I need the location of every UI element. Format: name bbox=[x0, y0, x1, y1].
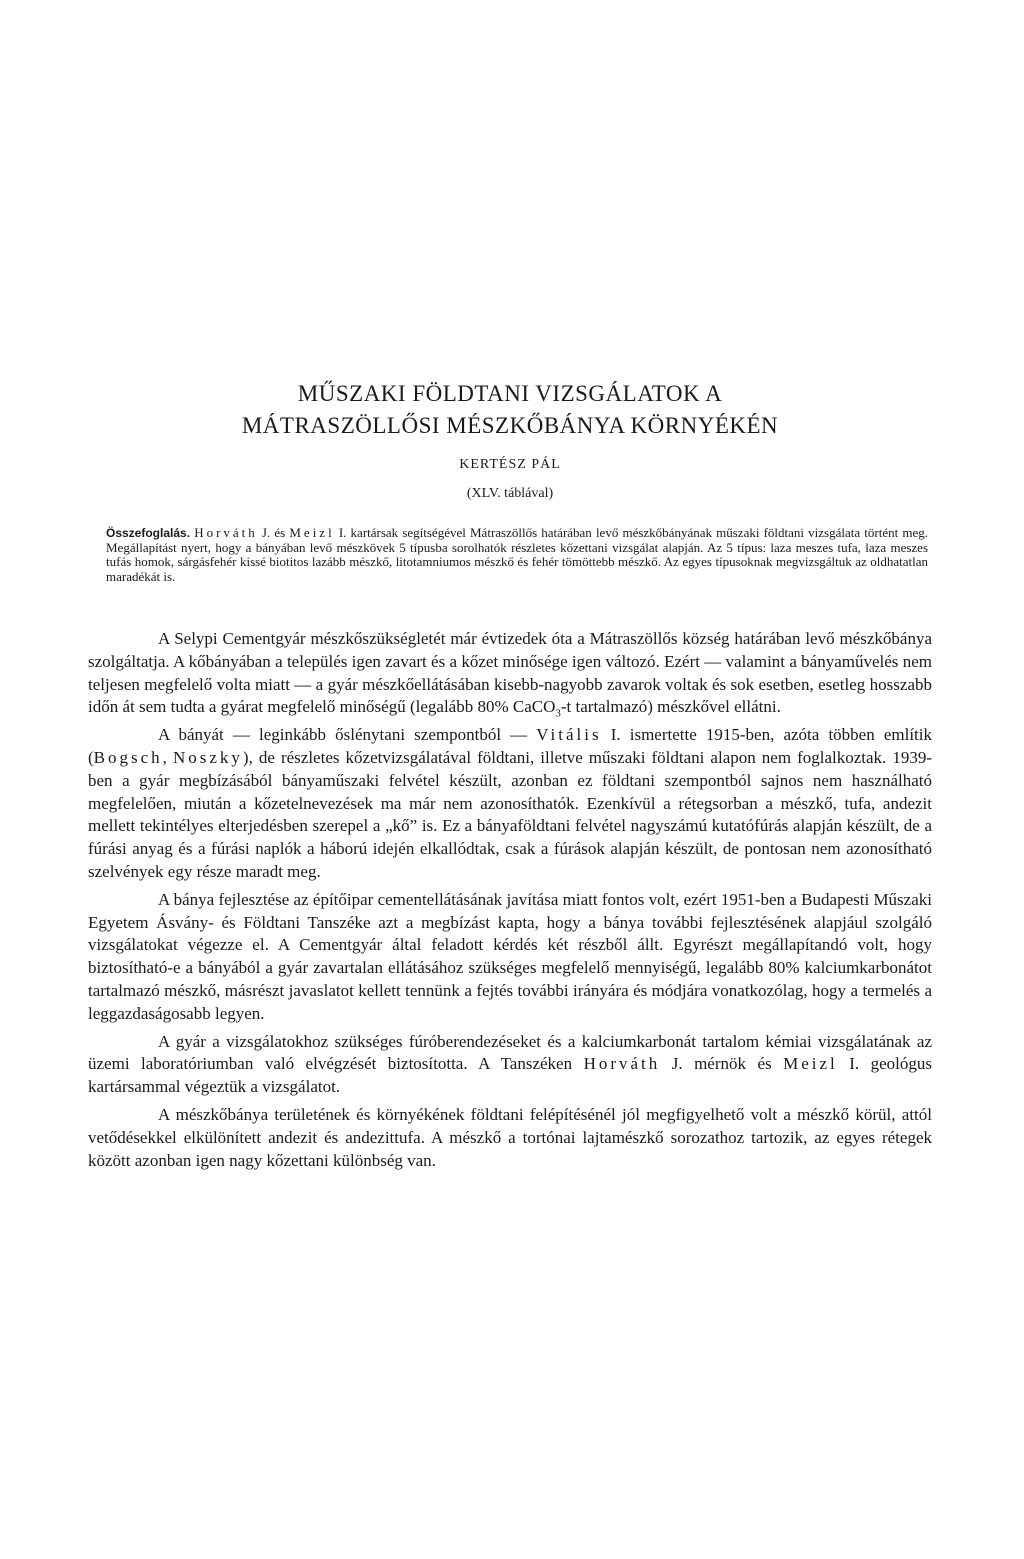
summary-author-2: Meizl bbox=[289, 525, 335, 540]
summary-text-2: I. kartársak segítségével Mátraszöllős határában levő mészkőbányának műszaki földtani vizsgálata történt meg. Megállapítást nyert, hogy a bányában levő mészkövek 5 típusba sorolhatók részletes kőzettani vizsgálat alapján. Az 5 típus: laza meszes tufa, laza meszes tufás homok, sárgásfehér kissé biotitos lazább mészkő, litotamniumos mészkő és fehér tömöttebb mészkő. Az egyes típusoknak megvizsgáltuk az oldhatatlan maradékát is. bbox=[106, 525, 928, 584]
collaborator-horvath: Horváth bbox=[583, 1054, 661, 1074]
title-line-1: MŰSZAKI FÖLDTANI VIZSGÁLATOK A bbox=[297, 381, 723, 406]
article-body bbox=[88, 628, 932, 1177]
paragraph-2-text-d: ), de részletes kőzetvizsgálatával földtani, illetve műszaki földtani alapon nem foglalkoztak. 1939-ben a gyár megbízásából bányaműszaki felvétel készült, azonban ez földtani szempontból sajnos nem használható megfelelően, miután a kőzetelnevezések ma már nem azonosíthatók. Ezenkívül a rétegsorban a mészkő, tufa, andezit mellett tekintélyes elterjedésben szerepel a „kő” is. Ez a bányaföldtani felvétel nagyszámú kutatófúrás alapján készült, de a fúrási anyag és a fúrási naplók a háború idején elkallódtak, csak a fúrások alapján készült, de pontosan nem azonosítható szelvények egy része maradt meg. bbox=[88, 747, 933, 881]
cited-author-bogsch: Bogsch bbox=[93, 747, 163, 767]
cited-author-noszky: Noszky bbox=[172, 747, 243, 767]
summary-label: Összefoglalás. bbox=[106, 526, 191, 540]
paragraph-4-text-a: A gyár a vizsgálatokhoz szükséges fúróberendezéseket és a kalciumkarbonát tartalom kémiai vizsgálatának az üzemi laboratóriumban való elvégzését biztosította. A Tanszéken bbox=[88, 1031, 932, 1074]
article-title bbox=[180, 378, 840, 442]
paragraph-4 bbox=[88, 1031, 932, 1099]
paragraph-2-text-b: I. ismertette 1915-ben, azóta többen említik ( bbox=[88, 725, 932, 767]
paragraph-2 bbox=[88, 724, 932, 884]
summary-author-1: Horváth bbox=[194, 525, 258, 540]
paragraph-5: A mészkőbánya területének és környékének földtani felépítésénél jól megfigyelhető volt a mészkő körül, attól vetődésekkel elkülönített andezit és andezittufa. A mészkő a tortónai lajtamészkő sorozathoz tartozik, az egyes rétegek között azonban igen nagy kőzettani különbség van. bbox=[88, 1104, 932, 1170]
summary-text-1: J. és bbox=[257, 525, 290, 540]
paragraph-4-text-c: I. geológus kartársammal végeztük a vizsgálatot. bbox=[88, 1054, 932, 1097]
paragraph-2-text-a: A bányát — leginkább őslénytani szempontból — bbox=[158, 725, 537, 745]
collaborator-meizl: Meizl bbox=[783, 1054, 838, 1074]
paragraph-1 bbox=[88, 628, 932, 719]
plate-note: (XLV. táblával) bbox=[466, 486, 554, 501]
paragraph-3: A bánya fejlesztése az építőipar cementellátásának javítása miatt fontos volt, ezért 1951-ben a Budapesti Műszaki Egyetem Ásvány- és Földtani Tanszéke azt a megbízást kapta, hogy a bánya további fejlesztésének alapjául szolgáló vizsgálatokat végezze el. A Cementgyár által feladott kérdés két részből állt. Egyrészt megállapítandó volt, hogy biztosítható-e a bányából a gyár zavartalan ellátásához szükséges megfelelő mennyiségű, legalább 80% kalciumkarbonátot tartalmazó mészkő, másrészt javaslatot kellett tennünk a fejtés további irányára és módjára vonatkozólag, hogy a termelés a leggazdaságosabb legyen. bbox=[88, 889, 932, 1023]
author-name: KERTÉSZ PÁL bbox=[459, 457, 561, 472]
paragraph-4-text-b: J. mérnök és bbox=[660, 1054, 784, 1074]
title-line-2: MÁTRASZÖLLŐSI MÉSZKŐBÁNYA KÖRNYÉKÉN bbox=[241, 413, 779, 438]
subscript-3: 3 bbox=[555, 707, 561, 720]
paragraph-2-text-c: , bbox=[162, 747, 173, 767]
cited-author-vitalis: Vitális bbox=[536, 725, 602, 745]
paragraph-1-end: -t tartalmazó) mészkővel ellátni. bbox=[560, 697, 781, 717]
paragraph-1-text: A Selypi Cementgyár mészkőszükségletét már évtizedek óta a Mátraszöllős község határában levő mészkőbánya szolgáltatja. A kőbányában a település igen zavart és a kőzet minősége igen változó. Ezért — valamint a bányaművelés nem teljesen megfelelő volta miatt — a gyár mészkőellátásában kisebb-nagyobb zavarok voltak és sok esetben, esetleg hosszabb időn át sem tudta a gyárat megfelelő minőségű (legalább 80% CaCO bbox=[88, 629, 932, 717]
summary-abstract bbox=[106, 526, 928, 584]
